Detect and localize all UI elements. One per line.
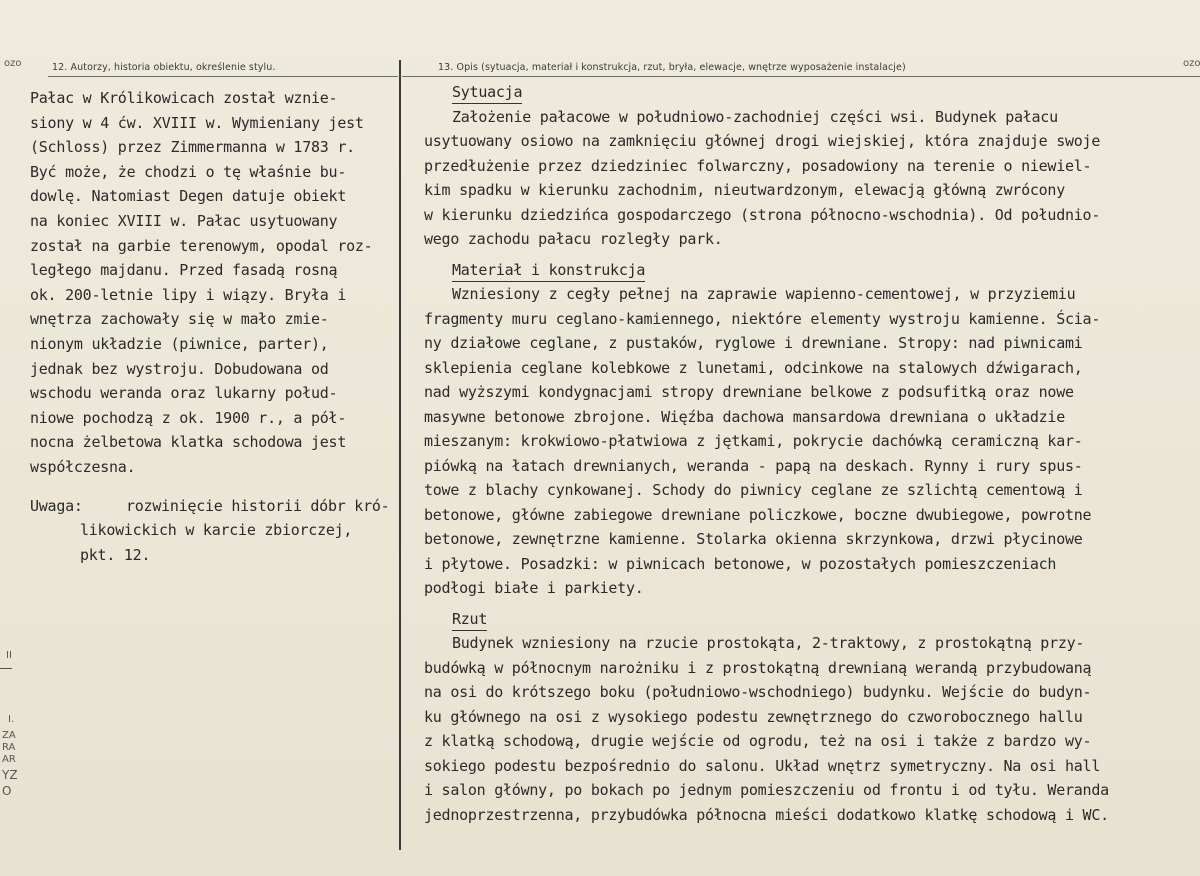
- history-line: Być może, że chodzi o tę właśnie bu-: [30, 162, 347, 181]
- section-title: Sytuacja: [452, 81, 522, 104]
- section-line: Założenie pałacowe w południowo-zachodniej części wsi. Budynek pałacu: [452, 107, 1058, 126]
- section-line: nad wyższymi kondygnacjami stropy drewniane belkowe z podsufitką oraz nowe: [424, 383, 1074, 401]
- section-line: betonowe, główne zabiegowe drewniane policzkowe, boczne dwubiegowe, powrotne: [424, 505, 1092, 524]
- history-line: jednak bez wystroju. Dobudowana od: [30, 359, 329, 378]
- section-line: betonowe, zewnętrzne kamienne. Stolarka okienna skrzynkowa, drzwi płycinowe: [424, 530, 1083, 548]
- edge-fragment-3: AR: [2, 754, 16, 765]
- field-13-header-rule: [402, 76, 1200, 77]
- section-line: usytuowany osiowo na zamknięciu głównej drogi wiejskiej, która znajduje swoje: [424, 132, 1101, 150]
- section-line: budówką w północnym narożniku i z prostokątną drewnianą werandą przybudowaną: [424, 658, 1092, 677]
- edge-mark-top-right: ozo: [1183, 58, 1200, 69]
- section-line: sokiego podestu bezpośrednio do salonu. Układ wnętrz symetryczny. Na osi hall: [424, 756, 1101, 775]
- section-line: i salon główny, po bokach po jednym pomieszczeniu od frontu i od tyłu. Weranda: [424, 781, 1109, 799]
- note-line: pkt. 12.: [80, 545, 151, 564]
- edge-fragment-5: O: [2, 784, 12, 798]
- section-line: podłogi białe i parkiety.: [424, 579, 644, 597]
- section-material: [424, 258, 1192, 601]
- note-line: rozwinięcie historii dóbr kró-: [126, 496, 390, 515]
- edge-fragment-2: RA: [2, 742, 16, 753]
- history-line: (Schloss) przez Zimmermanna w 1783 r.: [30, 138, 355, 157]
- history-line: niowe pochodzą z ok. 1900 r., a pół-: [30, 408, 347, 427]
- edge-fragment-1: ZA: [2, 730, 16, 741]
- section-line: ku głównego na osi z wysokiego podestu zewnętrznego do czworobocznego hallu: [424, 707, 1083, 726]
- section-line: fragmenty muru ceglano-kamiennego, niektóre elementy wystroju kamienne. Ścia-: [424, 309, 1101, 328]
- section-line: na osi do krótszego boku (południowo-wschodniego) budynku. Wejście do budyn-: [424, 683, 1092, 701]
- section-line: i płytowe. Posadzki: w piwnicach betonowe, w pozostałych pomieszczeniach: [424, 554, 1057, 573]
- section-line: sklepienia ceglane kolebkowe z lunetami, odcinkowe na stalowych dźwigarach,: [424, 358, 1083, 377]
- history-line: współczesna.: [30, 457, 136, 476]
- note-line: likowickich w karcie zbiorczej,: [80, 521, 353, 540]
- section-plan: [424, 607, 1192, 828]
- column-divider: [399, 60, 401, 850]
- history-note: [30, 494, 396, 568]
- history-line: wnętrza zachowały się w mało zmie-: [30, 310, 329, 329]
- history-line: nocna żelbetowa klatka schodowa jest: [30, 433, 347, 452]
- section-line: towe z blachy cynkowanej. Schody do piwnicy ceglane ze szlichtą cementową i: [424, 481, 1083, 499]
- section-line: piówką na łatach drewnianych, weranda - papą na deskach. Rynny i rury spus-: [424, 456, 1083, 475]
- section-line: Wzniesiony z cegły pełnej na zaprawie wapienno-cementowej, w przyziemiu: [452, 285, 1076, 303]
- section-title: Rzut: [452, 608, 487, 631]
- section-situation: [424, 80, 1192, 252]
- history-line: został na garbie terenowym, opodal roz-: [30, 236, 373, 255]
- field-12-header-rule: [48, 76, 398, 77]
- description-column: [424, 80, 1192, 833]
- section-line: z klatką schodową, drugie wejście od ogrodu, też na osi i także z bardzo wy-: [424, 732, 1092, 750]
- section-line: ny działowe ceglane, z pustaków, ryglowe i drewniane. Stropy: nad piwnicami: [424, 334, 1083, 352]
- history-line: na koniec XVIII w. Pałac usytuowany: [30, 211, 338, 230]
- history-line: ległego majdanu. Przed fasadą rosną: [30, 261, 338, 280]
- history-line: dowlę. Natomiast Degen datuje obiekt: [30, 187, 347, 206]
- edge-mark-ii: II: [6, 650, 12, 661]
- section-line: wego zachodu pałacu rozległy park.: [424, 230, 723, 248]
- edge-mark-top-left: ozo: [4, 58, 22, 69]
- section-line: Budynek wzniesiony na rzucie prostokąta, 2-traktowy, z prostokątną przy-: [452, 634, 1085, 652]
- history-line: Pałac w Królikowicach został wznie-: [30, 89, 338, 107]
- history-line: siony w 4 ćw. XVIII w. Wymieniany jest: [30, 113, 364, 132]
- section-line: jednoprzestrzenna, przybudówka północna mieści dodatkowo klatkę schodową i WC.: [424, 805, 1109, 824]
- section-line: w kierunku dziedzińca gospodarczego (strona północno-wschodnia). Od południo-: [424, 205, 1101, 224]
- edge-tick: [0, 668, 12, 669]
- note-label: Uwaga:: [30, 496, 83, 515]
- history-line: ok. 200-letnie lipy i wiązy. Bryła i: [30, 285, 347, 304]
- field-13-label: 13. Opis (sytuacja, materiał i konstrukcja, rzut, bryła, elewacje, wnętrze wyposażenie instalacje): [438, 62, 906, 73]
- field-12-label: 12. Autorzy, historia obiektu, określenie stylu.: [52, 62, 276, 73]
- section-title: Materiał i konstrukcja: [452, 259, 645, 282]
- edge-fragment-4: YZ: [2, 768, 18, 782]
- history-line: wschodu weranda oraz lukarny połud-: [30, 384, 338, 403]
- history-column: [30, 86, 396, 567]
- edge-mark-i: I.: [8, 714, 15, 725]
- section-line: kim spadku w kierunku zachodnim, nieutwardzonym, elewacją główną zwrócony: [424, 181, 1065, 199]
- section-line: mieszanym: krokwiowo-płatwiowa z jętkami, pokrycie dachówką ceramiczną kar-: [424, 432, 1083, 450]
- section-line: masywne betonowe zbrojone. Więźba dachowa mansardowa drewniana o układzie: [424, 407, 1065, 426]
- history-line: nionym układzie (piwnice, parter),: [30, 334, 329, 353]
- section-line: przedłużenie przez dziedziniec folwarczny, posadowiony na terenie o niewiel-: [424, 156, 1092, 175]
